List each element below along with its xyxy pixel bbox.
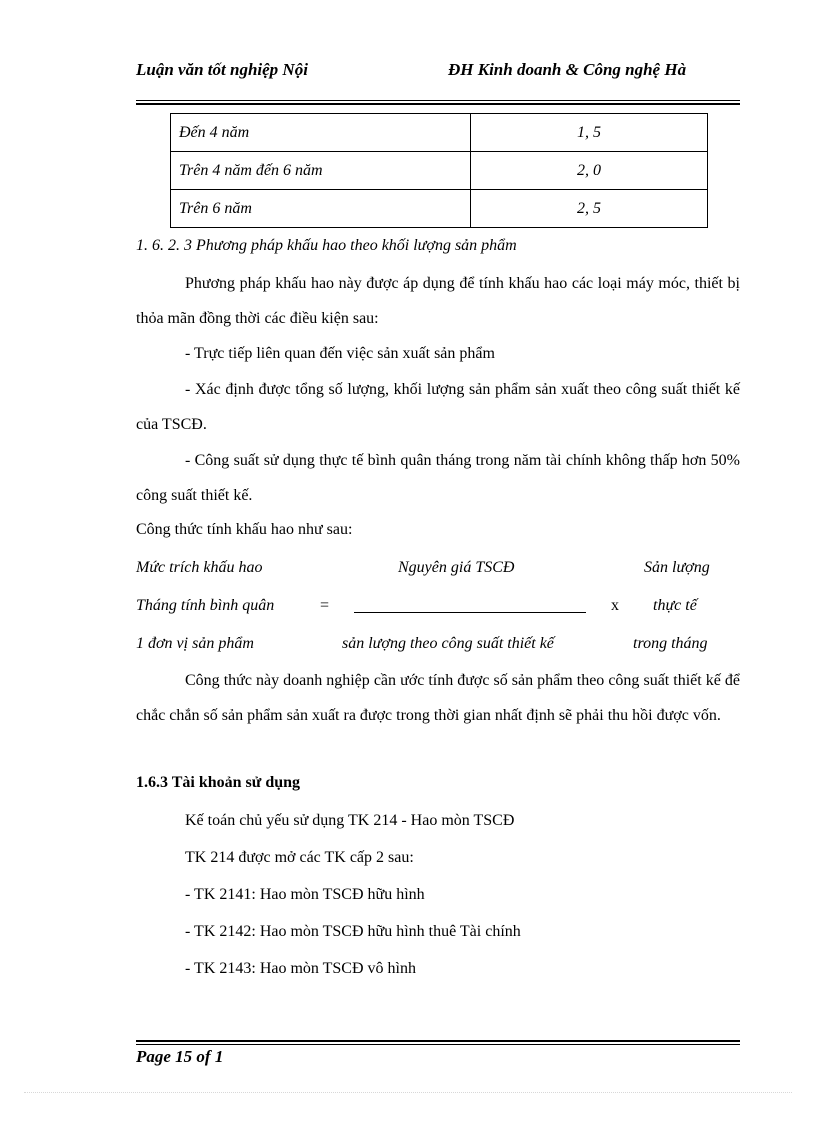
section-heading: 1. 6. 2. 3 Phương pháp khấu hao theo khối lượng sản phẩm xyxy=(136,237,517,254)
bullet-item: - Trực tiếp liên quan đến việc sản xuất sản phẩm xyxy=(185,345,495,362)
formula-left-middle: Tháng tính bình quân xyxy=(136,597,275,614)
header-rule-thick xyxy=(136,103,740,105)
table-row xyxy=(171,152,708,190)
account-item: - TK 2143: Hao mòn TSCĐ vô hình xyxy=(185,960,416,977)
formula-numerator: Nguyên giá TSCĐ xyxy=(398,559,515,576)
table-cell-value: 1, 5 xyxy=(471,114,708,152)
formula-right-middle: thực tế xyxy=(653,597,697,614)
paragraph: Phương pháp khấu hao này được áp dụng để tính khấu hao các loại máy móc, thiết bị thỏa mãn đồng thời các điều kiện sau: xyxy=(136,275,740,327)
header-right: ĐH Kinh doanh & Công nghệ Hà xyxy=(448,60,687,79)
header-rule-thin xyxy=(136,100,740,101)
page-edge-dots xyxy=(24,1092,792,1093)
fraction-line xyxy=(354,612,586,613)
formula-numerator-left: Mức trích khấu hao xyxy=(136,559,263,576)
page-number: Page 15 of 1 xyxy=(136,1047,224,1066)
table-cell-label: Trên 6 năm xyxy=(171,190,471,228)
formula-equals: = xyxy=(320,597,330,614)
formula-intro: Công thức tính khấu hao như sau: xyxy=(136,521,353,538)
bullet-item: - Công suất sử dụng thực tế bình quân tháng trong năm tài chính không thấp hơn 50% công suất thiết kế. xyxy=(136,452,740,504)
depreciation-table xyxy=(170,113,708,228)
formula-right-top: Sản lượng xyxy=(644,559,710,576)
table-cell-label: Trên 4 năm đến 6 năm xyxy=(171,152,471,190)
table-cell-value: 2, 0 xyxy=(471,152,708,190)
formula-multiply: x xyxy=(611,597,619,614)
footer-rule-thin xyxy=(136,1044,740,1045)
account-item: - TK 2142: Hao mòn TSCĐ hữu hình thuê Tài chính xyxy=(185,923,521,940)
account-line: TK 214 được mở các TK cấp 2 sau: xyxy=(185,849,414,866)
table-cell-value: 2, 5 xyxy=(471,190,708,228)
account-item: - TK 2141: Hao mòn TSCĐ hữu hình xyxy=(185,886,425,903)
footer-rule-thick xyxy=(136,1040,740,1042)
header-left: Luận văn tốt nghiệp Nội xyxy=(136,60,308,79)
paragraph: Công thức này doanh nghiệp cần ước tính được số sản phẩm theo công suất thiết kế để chắc chắn số sản phẩm sản xuất ra được trong thời gian nhất định sẽ phải thu hồi được vốn. xyxy=(136,672,740,724)
account-line: Kế toán chủ yếu sử dụng TK 214 - Hao mòn TSCĐ xyxy=(185,812,515,829)
formula-denominator: sản lượng theo công suất thiết kế xyxy=(342,635,554,652)
table-row xyxy=(171,190,708,228)
formula-left-bottom: 1 đơn vị sản phẩm xyxy=(136,635,254,652)
table-row xyxy=(171,114,708,152)
section-heading: 1.6.3 Tài khoản sử dụng xyxy=(136,774,301,791)
bullet-item: - Xác định được tổng số lượng, khối lượng sản phẩm sản xuất theo công suất thiết kế của TSCĐ. xyxy=(136,381,740,433)
table-cell-label: Đến 4 năm xyxy=(171,114,471,152)
formula-right-bottom: trong tháng xyxy=(633,635,708,652)
